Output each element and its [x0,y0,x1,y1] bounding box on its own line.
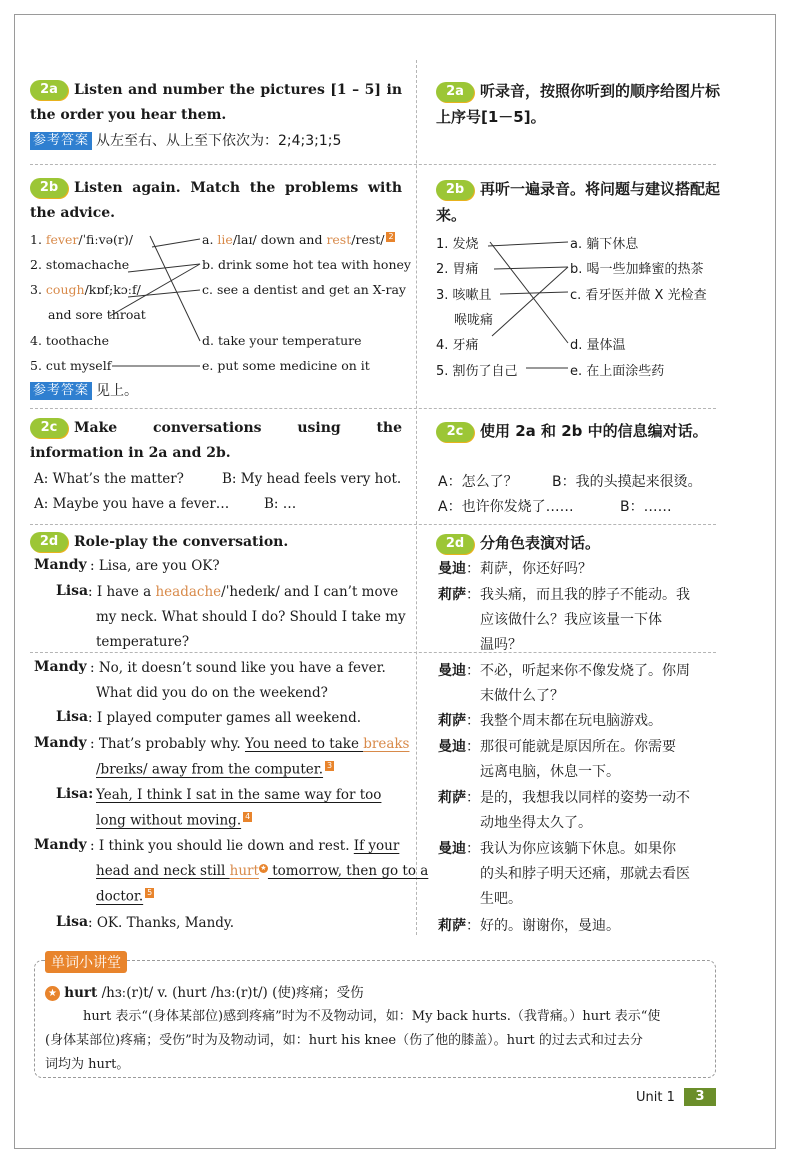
vocab-tag: 单词小讲堂 [45,951,127,973]
speaker-mandy: Mandy [34,837,87,853]
advice-cn-b: b. 喝一些加蜂蜜的热茶 [570,262,704,277]
advice-e: e. put some medicine on it [202,358,370,373]
speaker-lisa: Lisa: [56,786,94,802]
vocab-headline: ★ hurt /hɜː(r)t/ v. (hurt /hɜː(r)t/) (使)疼痛；受伤 [45,981,364,1001]
dialog-en-11: long without moving. 4 [96,812,251,829]
badge-2b-cn: 2b [436,180,474,200]
instruction-2a: 2a Listen and number the pictures [1 – 5] in the order you hear them. [30,82,402,123]
section-2d-cn [436,530,726,556]
advice-cn-d: d. 量体温 [570,338,626,353]
dialog-cn-11: 动地坐得太久了。 [480,815,592,831]
speaker-mandy-cn: 曼迪 [438,841,466,857]
vocab-para-1: hurt 表示“(身体某部位)感到疼痛”时为不及物动词，如：My back hurts.（我背痛。）hurt 表示“使 [83,1009,661,1024]
problem-cn-3-cont: 喉咙痛 [454,313,494,328]
dialog-cn-13: 的头和脖子明天还痛，那就去看医 [480,866,690,882]
conv-2c-cn-b2: B：…… [620,499,672,515]
dialog-cn-12: ：我认为你应该躺下休息。如果你 [466,841,676,857]
dialog-en-6: What did you do on the weekend? [96,685,328,701]
speaker-lisa-cn: 莉萨 [438,790,466,806]
speaker-lisa: Lisa [56,583,89,599]
dialog-cn-4: 温吗？ [480,637,522,653]
speaker-mandy: Mandy [34,557,87,573]
dialog-cn-1: ：莉萨，你还好吗？ [466,561,592,577]
section-2c-en [30,416,402,466]
star-icon: ★ [260,863,267,872]
conv-2c-a1: A: What’s the matter? [34,471,184,487]
conv-2c-cn-a1: A：怎么了？ [438,474,518,490]
dialog-cn-10: ：是的，我想我以同样的姿势一动不 [466,790,690,806]
problem-cn-4: 4. 牙痛 [436,338,479,353]
advice-cn-e: e. 在上面涂些药 [570,364,665,379]
advice-b: b. drink some hot tea with honey [202,257,411,272]
speaker-mandy-cn: 曼迪 [438,663,466,679]
problem-cn-5: 5. 割伤了自己 [436,364,518,379]
dialog-cn-3: 应该做什么？我应该量一下体 [480,612,662,628]
problem-1: 1. fever/ˈfiːvə(r)/ [30,232,133,247]
dialog-en-1: : Lisa, are you OK? [90,558,220,574]
problem-5: 5. cut myself [30,358,112,373]
badge-2c-cn: 2c [436,422,474,442]
speaker-lisa-cn: 莉萨 [438,587,466,603]
dialog-cn-15: ：好的。谢谢你，曼迪。 [466,918,620,934]
answer-2b: 参考答案 见上。 [30,380,402,402]
dialog-cn-8: ：那很可能就是原因所在。你需要 [466,739,676,755]
footer-unit: Unit 1 [636,1090,675,1105]
dialog-en-2: : I have a headache/ˈhedeɪk/ and I can’t move [88,584,399,600]
section-2c-cn [436,418,726,444]
dialog-en-12: : I think you should lie down and rest. If your [90,838,400,854]
vocab-box [34,955,716,1078]
dialog-en-13: head and neck still hurt★ tomorrow, then go to a [96,863,429,879]
problem-4: 4. toothache [30,333,109,348]
speaker-mandy: Mandy [34,659,87,675]
dialog-en-10: Yeah, I think I sat in the same way for too [96,787,382,803]
instruction-2b: 2b Listen again. Match the problems with the advice. [30,180,402,221]
dialog-en-8: : That’s probably why. You need to take breaks [90,736,410,752]
dialog-en-9: /breɪks/ away from the computer. 3 [96,761,333,778]
speaker-lisa-cn: 莉萨 [438,713,466,729]
speaker-lisa: Lisa [56,914,89,930]
problem-3: 3. cough/kɒf;kɔːf/ [30,282,141,297]
speaker-mandy-cn: 曼迪 [438,739,466,755]
badge-2a-cn: 2a [436,82,474,102]
vocab-para-3: 词均为 hurt。 [45,1057,130,1072]
dialog-cn-5: ：不必，听起来你不像发烧了。你周 [466,663,690,679]
instruction-2d: 2d Role-play the conversation. [30,530,402,555]
dialog-cn-9: 远离电脑，休息一下。 [480,764,620,780]
problem-cn-2: 2. 胃痛 [436,262,479,277]
badge-2a: 2a [30,80,68,100]
advice-a: a. lie/laɪ/ down and rest/rest/ 2 [202,232,394,248]
conv-2c-cn-b1: B：我的头摸起来很烫。 [552,474,702,490]
dialog-en-4: temperature? [96,634,190,650]
badge-2d-cn: 2d [436,534,474,554]
dialog-cn-2: ：我头痛，而且我的脖子不能动。我 [466,587,690,603]
instruction-2c: 2c Make conversations using the information in 2a and 2b. [30,420,402,461]
advice-d: d. take your temperature [202,333,362,348]
dialog-cn-14: 生吧。 [480,891,522,907]
conv-2c-b1: B: My head feels very hot. [222,471,402,487]
star-icon: ★ [45,986,60,1001]
dialog-cn-6: 末做什么了？ [480,688,564,704]
problem-cn-1: 1. 发烧 [436,237,479,252]
speaker-mandy-cn: 曼迪 [438,561,466,577]
page-number: 3 [684,1088,716,1106]
instruction-2b-cn: 2b 再听一遍录音。将问题与建议搭配起来。 [436,180,721,224]
advice-cn-a: a. 躺下休息 [570,237,639,252]
conv-2c-b2: B: … [264,496,297,512]
answer-tag: 参考答案 [30,132,92,150]
dialog-en-5: : No, it doesn’t sound like you have a fever. [90,660,386,676]
speaker-lisa-cn: 莉萨 [438,918,466,934]
badge-2b: 2b [30,178,68,198]
badge-2c: 2c [30,418,68,438]
problem-3-cont: and sore throat [48,307,146,322]
instruction-2d-cn: 2d 分角色表演对话。 [436,530,726,556]
speaker-mandy: Mandy [34,735,87,751]
dialog-en-14: doctor. 5 [96,888,153,905]
problem-2: 2. stomachache [30,257,130,272]
answer-tag-2b: 参考答案 [30,382,92,400]
badge-2d: 2d [30,532,68,552]
section-2b-cn [436,176,726,228]
vocab-para-2: (身体某部位)疼痛；受伤”时为及物动词，如：hurt his knee（伤了他的膝盖）。hurt 的过去式和过去分 [45,1033,643,1048]
dialog-en-7: : I played computer games all weekend. [88,710,362,726]
problem-cn-3: 3. 咳嗽且 [436,288,492,303]
section-2d-en [30,530,402,555]
dialog-en-15: : OK. Thanks, Mandy. [88,915,235,931]
instruction-2a-cn: 2a 听录音，按照你听到的顺序给图片标上序号[1－5]。 [436,82,721,126]
advice-cn-c: c. 看牙医并做 X 光检查 [570,288,707,303]
instruction-2c-cn: 2c 使用 2a 和 2b 中的信息编对话。 [436,418,726,444]
dialog-en-3: my neck. What should I do? Should I take my [96,609,406,625]
dialog-cn-7: ：我整个周末都在玩电脑游戏。 [466,713,662,729]
advice-c: c. see a dentist and get an X-ray [202,282,406,297]
conv-2c-a2: A: Maybe you have a fever… [34,496,230,512]
speaker-lisa: Lisa [56,709,89,725]
answer-2a: 参考答案 从左至右、从上至下依次为：2;4;3;1;5 [30,130,402,152]
conv-2c-cn-a2: A：也许你发烧了…… [438,499,574,515]
